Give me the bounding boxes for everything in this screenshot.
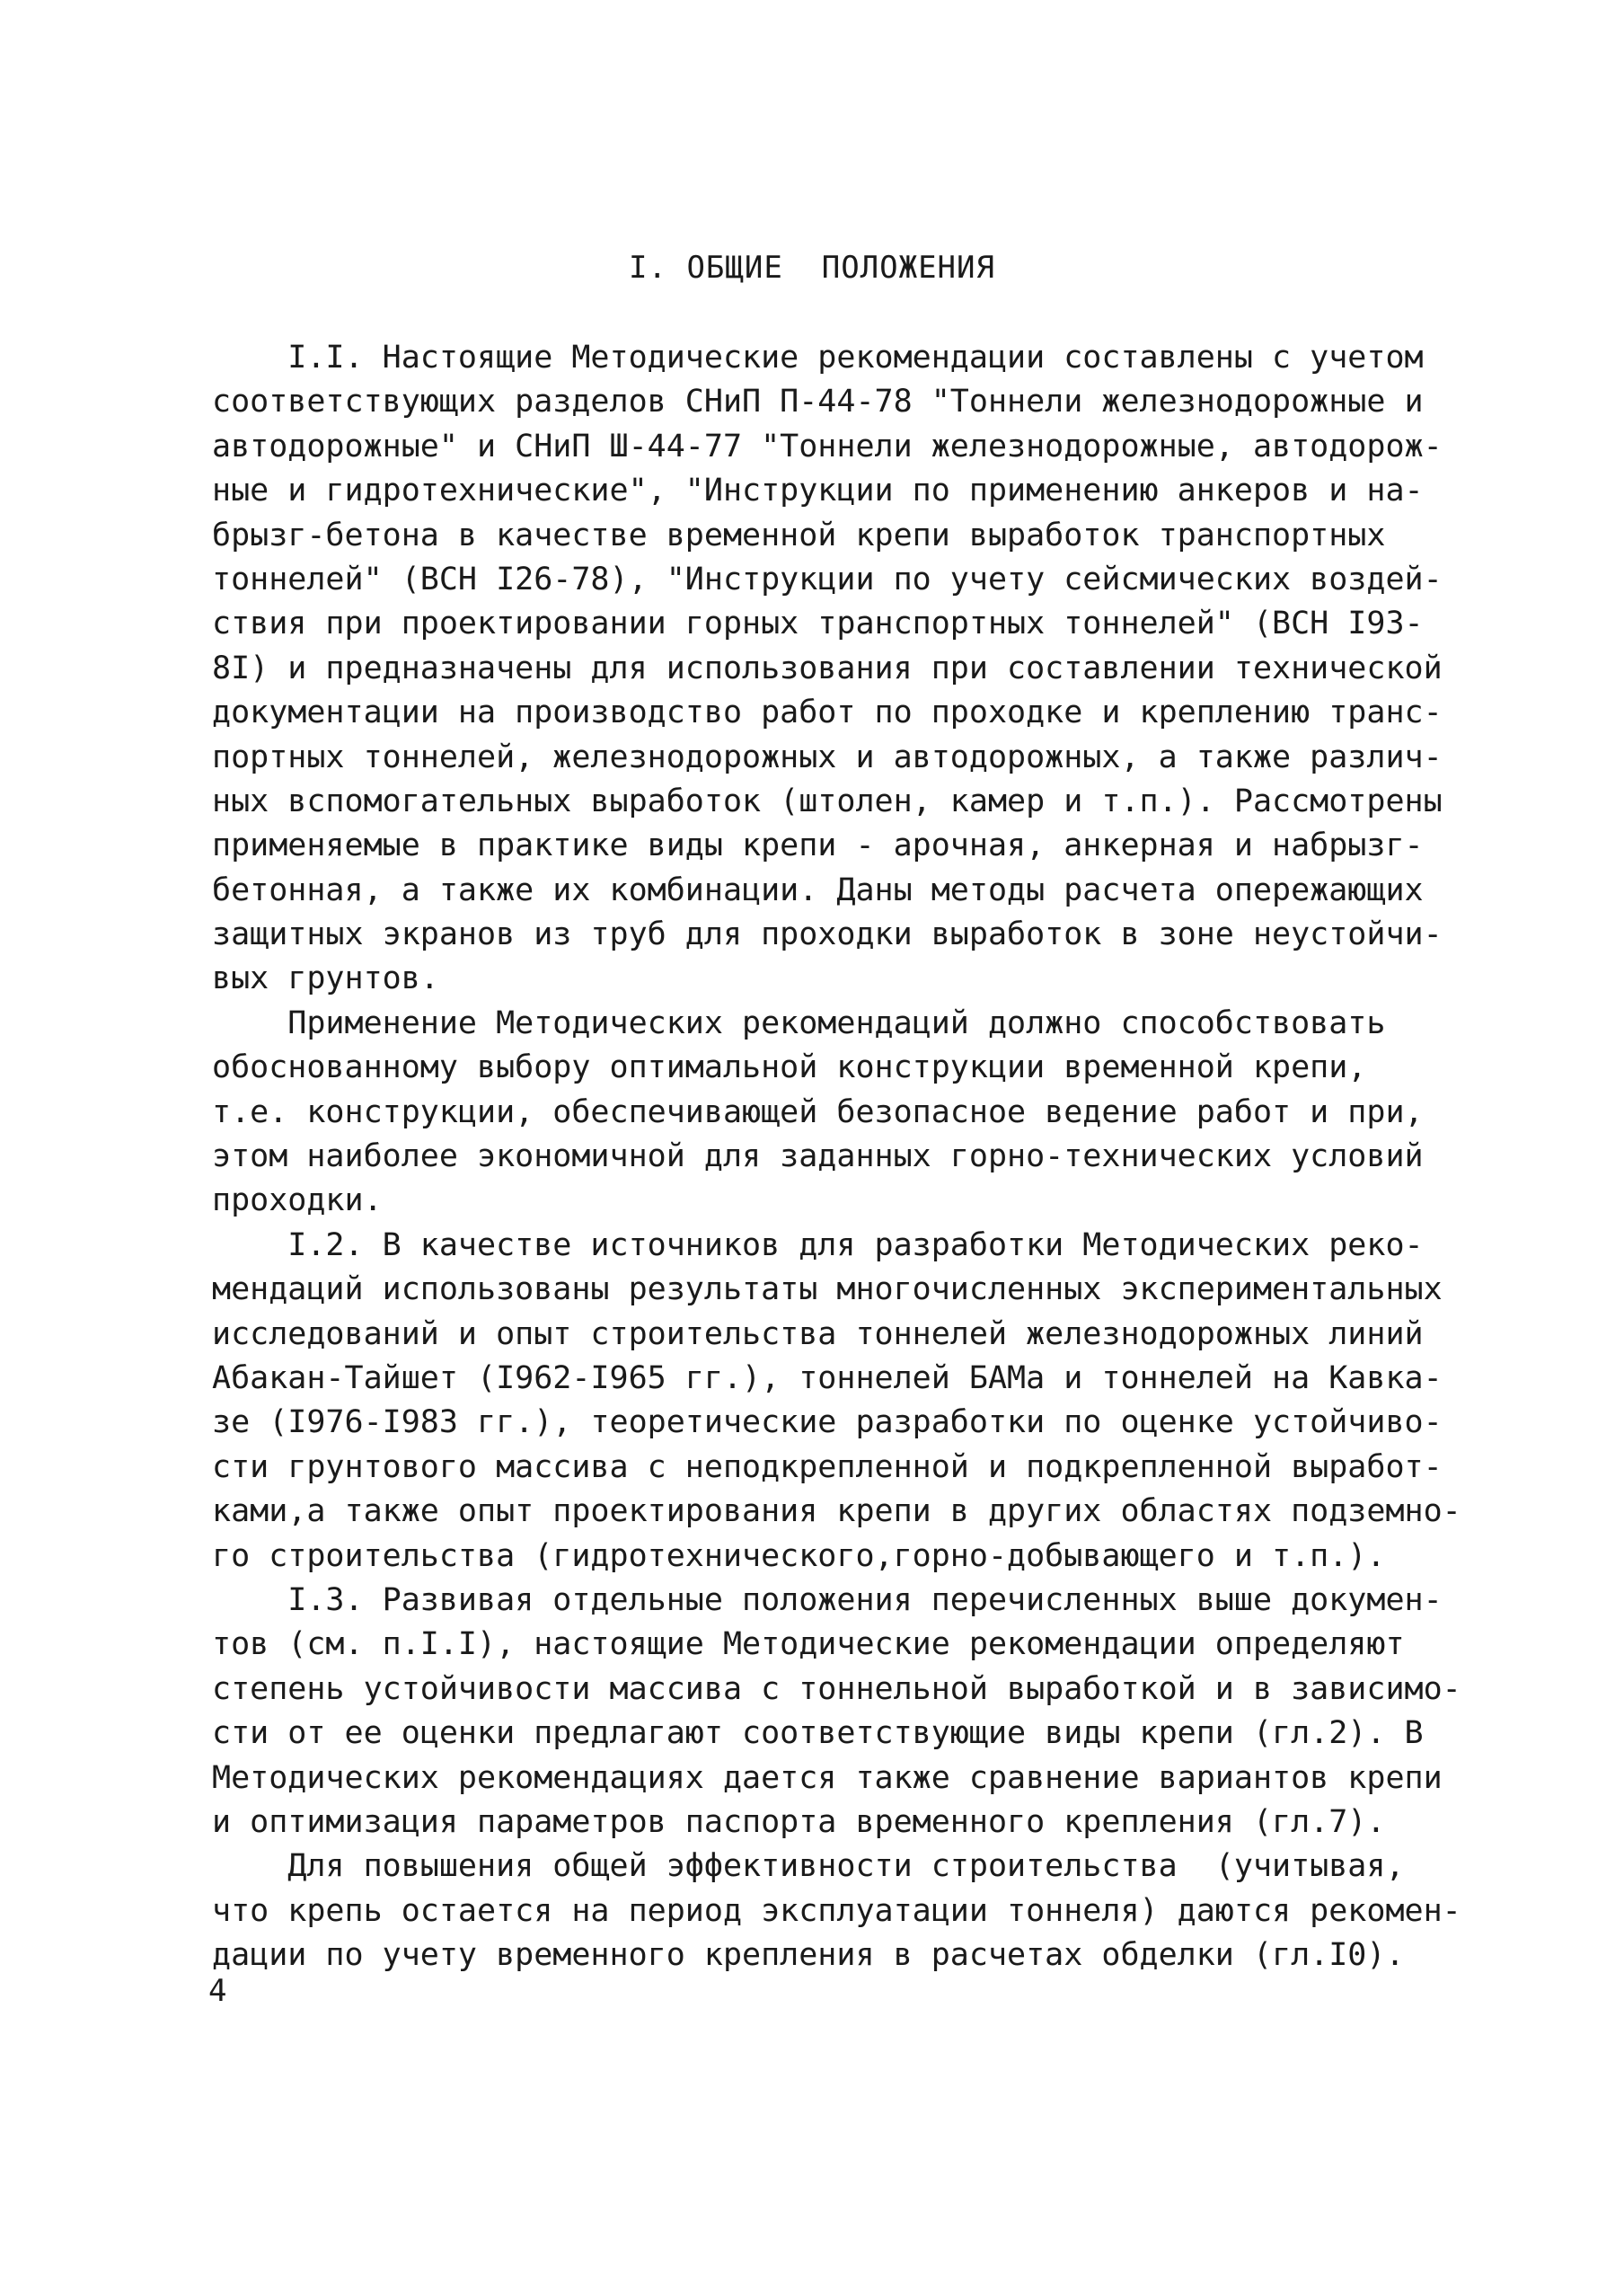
text-line: обоснованному выбору оптимальной конструкции временной крепи, <box>212 1049 1367 1086</box>
text-line: бетонная, а также их комбинации. Даны методы расчета опережающих <box>212 872 1424 908</box>
section-heading: I. ОБЩИЕ ПОЛОЖЕНИЯ <box>629 250 995 286</box>
text-line: защитных экранов из труб для проходки выработок в зоне неустойчи- <box>212 916 1443 953</box>
text-line: тоннелей" (ВСН I26-78), "Инструкции по учету сейсмических воздей- <box>212 561 1443 597</box>
text-line: портных тоннелей, железнодорожных и автодорожных, а также различ- <box>212 739 1443 775</box>
text-line: ные и гидротехнические", "Инструкции по применению анкеров и на- <box>212 473 1424 509</box>
text-line: тов (см. п.I.I), настоящие Методические рекомендации определяют <box>212 1626 1405 1663</box>
text-line: сти от ее оценки предлагают соответствующие виды крепи (гл.2). В <box>212 1715 1424 1752</box>
body-text <box>212 336 1461 1978</box>
text-line: этом наиболее экономичной для заданных горно-технических условий <box>212 1138 1424 1175</box>
text-line: ных вспомогательных выработок (штолен, камер и т.п.). Рассмотрены <box>212 783 1443 819</box>
text-line: и оптимизация параметров паспорта временного крепления (гл.7). <box>212 1803 1386 1840</box>
text-line: Абакан-Тайшет (I962-I965 гг.), тоннелей БАМа и тоннелей на Кавка- <box>212 1359 1443 1396</box>
text-line: зе (I976-I983 гг.), теоретические разработки по оценке устойчиво- <box>212 1404 1443 1441</box>
text-line: I.2. В качестве источников для разработки Методических реко- <box>212 1226 1424 1263</box>
text-line: вых грунтов. <box>212 960 439 997</box>
text-line: соответствующих разделов СНиП П-44-78 "Тоннели железнодорожные и <box>212 384 1424 420</box>
text-line: брызг-бетона в качестве временной крепи выработок транспортных <box>212 517 1386 553</box>
page-number: 4 <box>208 1973 227 2009</box>
text-line: мендаций использованы результаты многочисленных экспериментальных <box>212 1271 1443 1308</box>
text-line: I.3. Развивая отдельные положения перечисленных выше докумен- <box>212 1581 1443 1618</box>
text-line: проходки. <box>212 1182 383 1219</box>
text-line: дации по учету временного крепления в расчетах обделки (гл.I0). <box>212 1937 1405 1974</box>
text-line: автодорожные" и СНиП Ш-44-77 "Тоннели железнодорожные, автодорож- <box>212 428 1443 465</box>
text-line: применяемые в практике виды крепи - арочная, анкерная и набрызг- <box>212 827 1424 864</box>
text-line: т.е. конструкции, обеспечивающей безопасное ведение работ и при, <box>212 1093 1424 1130</box>
text-line: что крепь остается на период эксплуатации тоннеля) даются рекомен- <box>212 1892 1461 1929</box>
text-line: Методических рекомендациях дается также сравнение вариантов крепи <box>212 1759 1443 1796</box>
text-line: 8I) и предназначены для использования при составлении технической <box>212 650 1443 686</box>
text-line: ками,а также опыт проектирования крепи в других областях подземно- <box>212 1493 1461 1530</box>
text-line: степень устойчивости массива с тоннельной выработкой и в зависимо- <box>212 1670 1461 1707</box>
text-line: Для повышения общей эффективности строительства (учитывая, <box>212 1848 1405 1885</box>
text-line: I.I. Настоящие Методические рекомендации составлены с учетом <box>212 340 1424 376</box>
text-line: сти грунтового массива с неподкрепленной и подкрепленной выработ- <box>212 1448 1443 1485</box>
text-line: документации на производство работ по проходке и креплению транс- <box>212 695 1443 731</box>
text-line: исследований и опыт строительства тоннелей железнодорожных линий <box>212 1315 1424 1352</box>
text-line: го строительства (гидротехнического,горно-добывающего и т.п.). <box>212 1537 1386 1574</box>
text-line: ствия при проектировании горных транспортных тоннелей" (ВСН I93- <box>212 606 1424 642</box>
text-line: Применение Методических рекомендаций должно способствовать <box>212 1004 1386 1041</box>
